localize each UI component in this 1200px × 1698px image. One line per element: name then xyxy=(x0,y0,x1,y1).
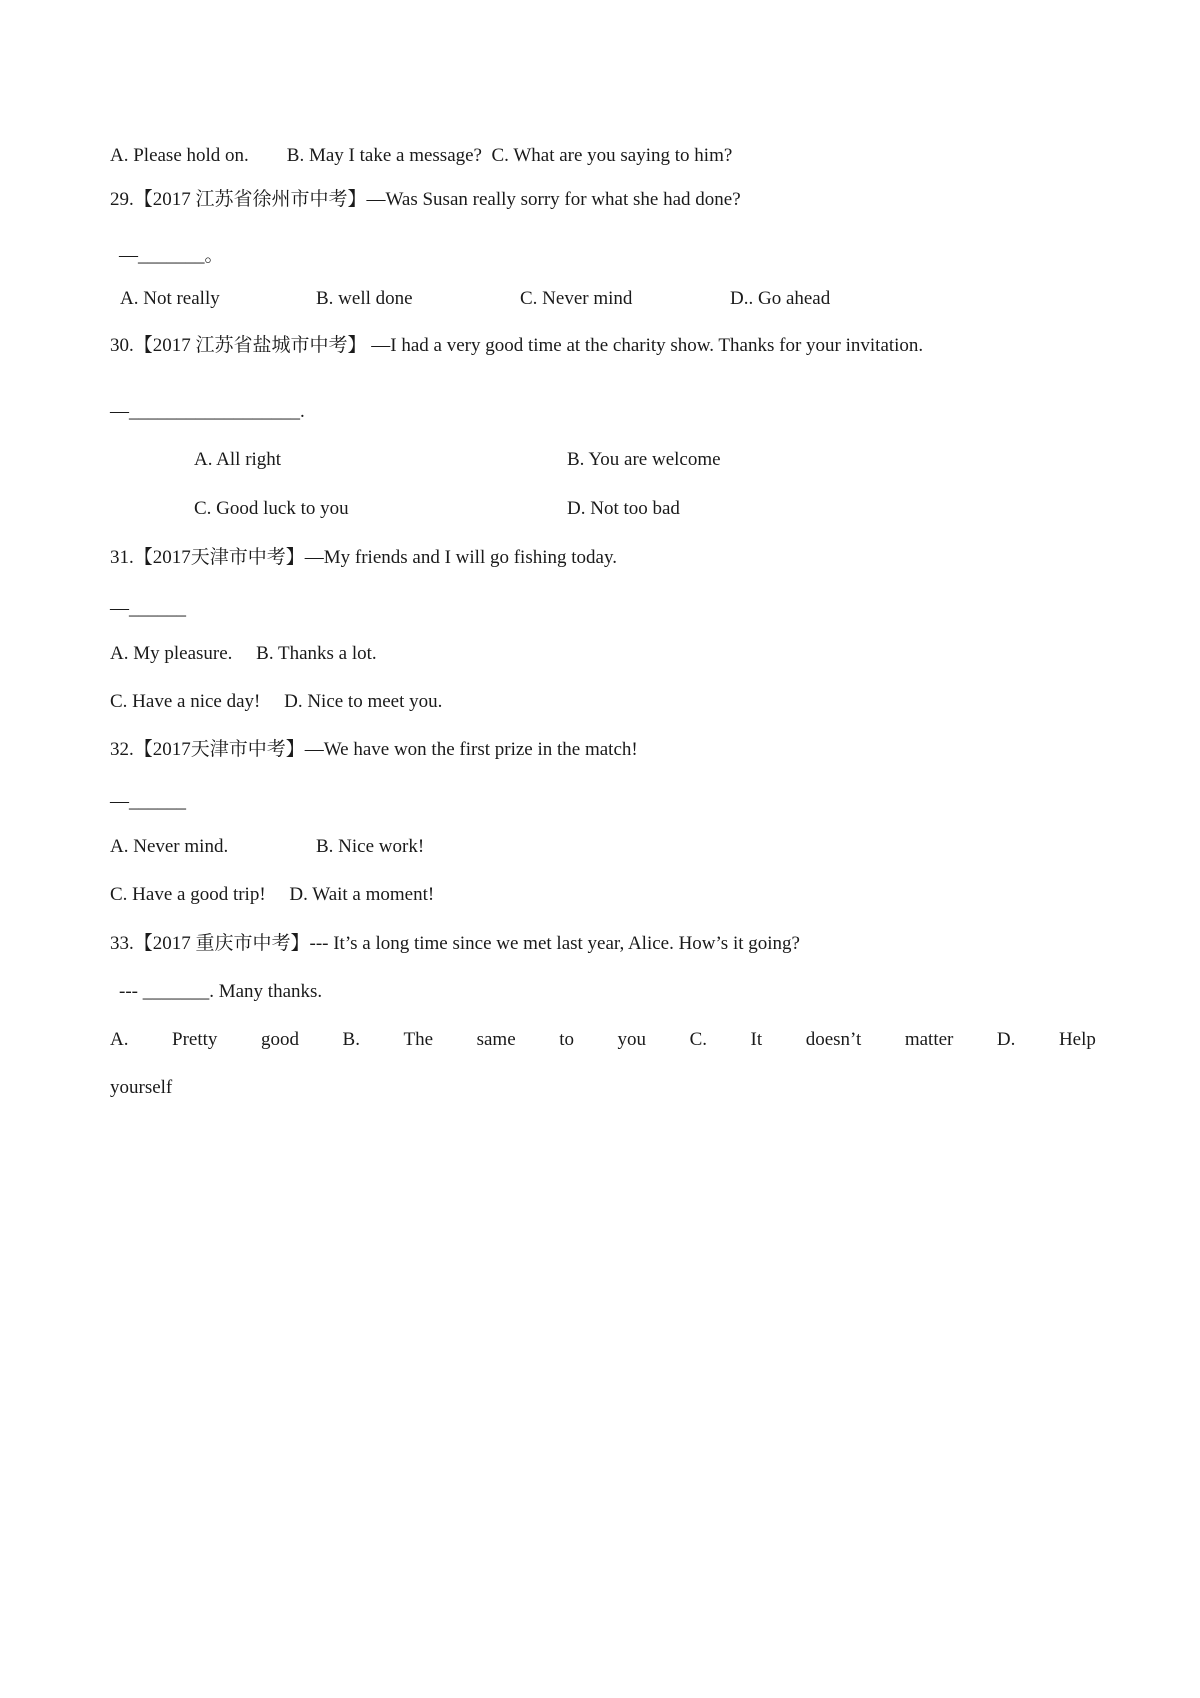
q30-option-b: B. You are welcome xyxy=(567,449,721,470)
q33-question: 33.【2017 重庆市中考】--- It’s a long time since we met last year, Alice. How’s it going? xyxy=(110,933,800,954)
q32-question: 32.【2017天津市中考】—We have won the first prize in the match! xyxy=(110,739,638,760)
q33-word: matter xyxy=(904,1029,954,1050)
q29-option-b: B. well done xyxy=(316,288,413,309)
q30-question: 30.【2017 江苏省盐城市中考】 —I had a very good time at the charity show. Thanks for your invitation. xyxy=(110,335,924,356)
q33-word: to xyxy=(559,1029,574,1050)
q32-blank: —______ xyxy=(110,791,186,812)
q32-options-cd: C. Have a good trip! D. Wait a moment! xyxy=(110,884,435,905)
q33-option-tail: yourself xyxy=(110,1077,173,1098)
q33-word: you xyxy=(617,1029,647,1050)
q33-word: Pretty xyxy=(172,1029,218,1050)
q28-options: A. Please hold on. B. May I take a message? C. What are you saying to him? xyxy=(110,145,733,166)
q29-blank: —_______。 xyxy=(119,245,224,266)
q33-options-justified xyxy=(110,1028,1096,1052)
q32-option-b: B. Nice work! xyxy=(316,836,425,857)
q29-option-d: D.. Go ahead xyxy=(730,288,831,309)
q31-question: 31.【2017天津市中考】—My friends and I will go fishing today. xyxy=(110,547,617,568)
q33-word: A. xyxy=(110,1029,129,1050)
q30-option-c: C. Good luck to you xyxy=(194,498,349,519)
q30-option-a: A. All right xyxy=(194,449,282,470)
q31-options-cd: C. Have a nice day! D. Nice to meet you. xyxy=(110,691,443,712)
q30-option-d: D. Not too bad xyxy=(567,498,680,519)
q33-word: B. xyxy=(342,1029,360,1050)
q33-word: The xyxy=(403,1029,434,1050)
q32-option-a: A. Never mind. xyxy=(110,836,229,857)
q33-word: It xyxy=(750,1029,763,1050)
q30-blank: —__________________. xyxy=(110,401,305,422)
q33-word: D. xyxy=(996,1029,1016,1050)
q33-word: same xyxy=(476,1029,516,1050)
q33-word: Help xyxy=(1058,1029,1096,1050)
q29-option-c: C. Never mind xyxy=(520,288,633,309)
q31-options-ab: A. My pleasure. B. Thanks a lot. xyxy=(110,643,377,664)
q33-word: C. xyxy=(689,1029,707,1050)
q29-option-a: A. Not really xyxy=(120,288,220,309)
q33-word: good xyxy=(260,1029,299,1050)
q29-question: 29.【2017 江苏省徐州市中考】—Was Susan really sorry for what she had done? xyxy=(110,189,741,210)
q33-word: doesn’t xyxy=(805,1029,862,1050)
q31-blank: —______ xyxy=(110,598,186,619)
q33-blank: --- _______. Many thanks. xyxy=(119,981,323,1002)
